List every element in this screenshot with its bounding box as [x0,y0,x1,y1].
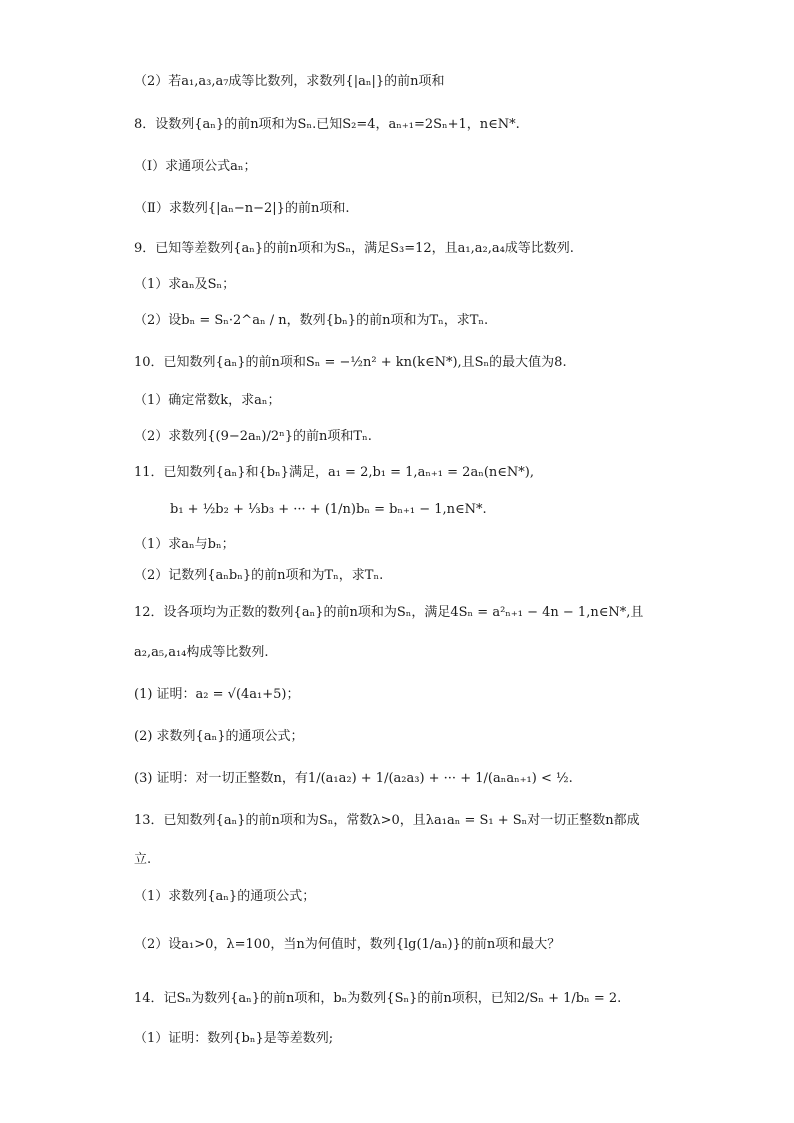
problem-13-stem-cont: 立. [134,852,152,867]
problem-8-part-1: （Ⅰ）求通项公式aₙ； [134,159,257,174]
problem-12-stem-cont: a₂,a₅,a₁₄构成等比数列. [134,645,269,660]
problem-12-part-1: (1) 证明：a₂ = √(4a₁+5)； [134,687,300,702]
problem-13-part-1: （1）求数列{aₙ}的通项公式； [134,889,316,904]
problem-14-stem: 14．记Sₙ为数列{aₙ}的前n项和，bₙ为数列{Sₙ}的前n项积，已知2/Sₙ + 1/bₙ = 2. [134,991,622,1006]
problem-8-stem: 8．设数列{aₙ}的前n项和为Sₙ.已知S₂=4，aₙ₊₁=2Sₙ+1，n∈N*. [134,117,520,132]
problem-11-part-1: （1）求aₙ与bₙ； [134,537,235,552]
problem-7-part-2: （2）若a₁,a₃,a₇成等比数列，求数列{|aₙ|}的前n项和 [134,74,445,89]
problem-12-part-2: (2) 求数列{aₙ}的通项公式； [134,729,304,744]
problem-10-part-1: （1）确定常数k，求aₙ； [134,393,281,408]
problem-10-stem: 10．已知数列{aₙ}的前n项和Sₙ = −½n² + kn(k∈N*),且Sₙ的最大值为8. [134,355,567,370]
problem-8-part-2: （Ⅱ）求数列{|aₙ−n−2|}的前n项和. [134,201,350,216]
problem-12-part-3: (3) 证明：对一切正整数n，有1/(a₁a₂) + 1/(a₂a₃) + ··· + 1/(aₙaₙ₊₁) < ½. [134,771,573,786]
problem-9-stem: 9．已知等差数列{aₙ}的前n项和为Sₙ，满足S₃=12，且a₁,a₂,a₄成等比数列. [134,241,574,256]
problem-13-part-2: （2）设a₁>0，λ=100，当n为何值时，数列{lg(1/aₙ)}的前n项和最大？ [134,937,561,952]
problem-11-stem: 11．已知数列{aₙ}和{bₙ}满足，a₁ = 2,b₁ = 1,aₙ₊₁ = 2aₙ(n∈N*), [134,465,534,480]
problem-13-stem: 13．已知数列{aₙ}的前n项和为Sₙ，常数λ>0，且λa₁aₙ = S₁ + Sₙ对一切正整数n都成 [134,813,640,828]
problem-12-stem: 12．设各项均为正数的数列{aₙ}的前n项和为Sₙ，满足4Sₙ = a²ₙ₊₁ − 4n − 1,n∈N*,且 [134,605,644,620]
problem-9-part-2: （2）设bₙ = Sₙ·2^aₙ / n，数列{bₙ}的前n项和为Tₙ，求Tₙ. [134,313,489,328]
problem-11-part-2: （2）记数列{aₙbₙ}的前n项和为Tₙ，求Tₙ. [134,568,384,583]
problem-11-condition: b₁ + ½b₂ + ⅓b₃ + ··· + (1/n)bₙ = bₙ₊₁ − 1,n∈N*. [170,502,487,517]
problem-10-part-2: （2）求数列{(9−2aₙ)/2ⁿ}的前n项和Tₙ. [134,429,372,444]
problem-14-part-1: （1）证明：数列{bₙ}是等差数列; [134,1031,334,1046]
problem-9-part-1: （1）求aₙ及Sₙ； [134,277,236,292]
